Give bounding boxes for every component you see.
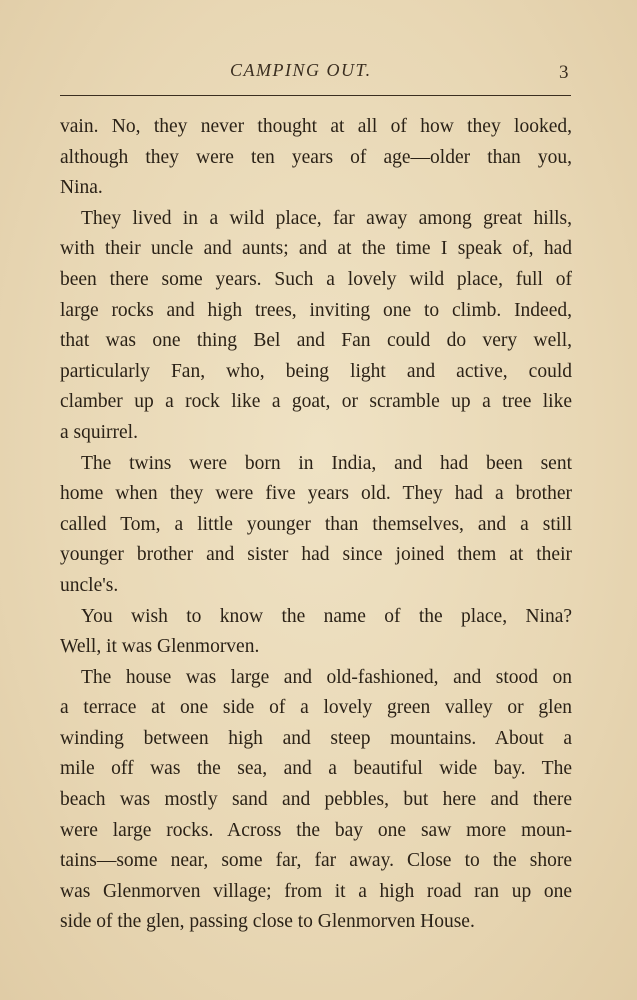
text-line: home when they were five years old. They had a brother <box>60 483 572 505</box>
text-line: called Tom, a little younger than themselves, and a still <box>60 513 572 535</box>
header-rule <box>60 95 571 96</box>
text-line: been there some years. Such a lovely wild place, full of <box>60 268 572 290</box>
text-line: side of the glen, passing close to Glenmorven House. <box>60 911 475 933</box>
text-line: They lived in a wild place, far away among great hills, <box>81 207 572 229</box>
text-line: although they were ten years of age—older than you, <box>60 146 572 168</box>
text-line: winding between high and steep mountains. About a <box>60 727 572 749</box>
text-line: a terrace at one side of a lovely green valley or glen <box>60 697 572 719</box>
text-line: mile off was the sea, and a beautiful wide bay. The <box>60 758 572 780</box>
text-line: tains—some near, some far, far away. Close to the shore <box>60 850 572 872</box>
text-line: particularly Fan, who, being light and active, could <box>60 360 572 382</box>
text-line: vain. No, they never thought at all of how they looked, <box>60 116 572 137</box>
running-head <box>0 60 637 86</box>
text-line: uncle's. <box>60 574 119 596</box>
page-number: 3 <box>559 62 569 83</box>
body-text <box>60 112 572 938</box>
text-line: beach was mostly sand and pebbles, but here and there <box>60 789 572 811</box>
text-line: were large rocks. Across the bay one saw more moun- <box>60 819 572 841</box>
text-line: Well, it was Glenmorven. <box>60 636 260 658</box>
text-line: that was one thing Bel and Fan could do very well, <box>60 330 572 352</box>
text-line: a squirrel. <box>60 421 138 443</box>
text-line: You wish to know the name of the place, Nina? <box>81 605 572 627</box>
text-line: The twins were born in India, and had been sent <box>81 452 572 474</box>
text-line: with their uncle and aunts; and at the time I speak of, had <box>60 238 572 260</box>
text-line: Nina. <box>60 177 103 199</box>
text-line: clamber up a rock like a goat, or scramble up a tree like <box>60 391 572 413</box>
text-line: large rocks and high trees, inviting one to climb. Indeed, <box>60 299 572 321</box>
running-title: CAMPING OUT. <box>230 60 372 80</box>
text-line: was Glenmorven village; from it a high road ran up one <box>60 880 572 902</box>
text-line: younger brother and sister had since joined them at their <box>60 544 572 566</box>
text-line: The house was large and old-fashioned, and stood on <box>81 666 572 688</box>
